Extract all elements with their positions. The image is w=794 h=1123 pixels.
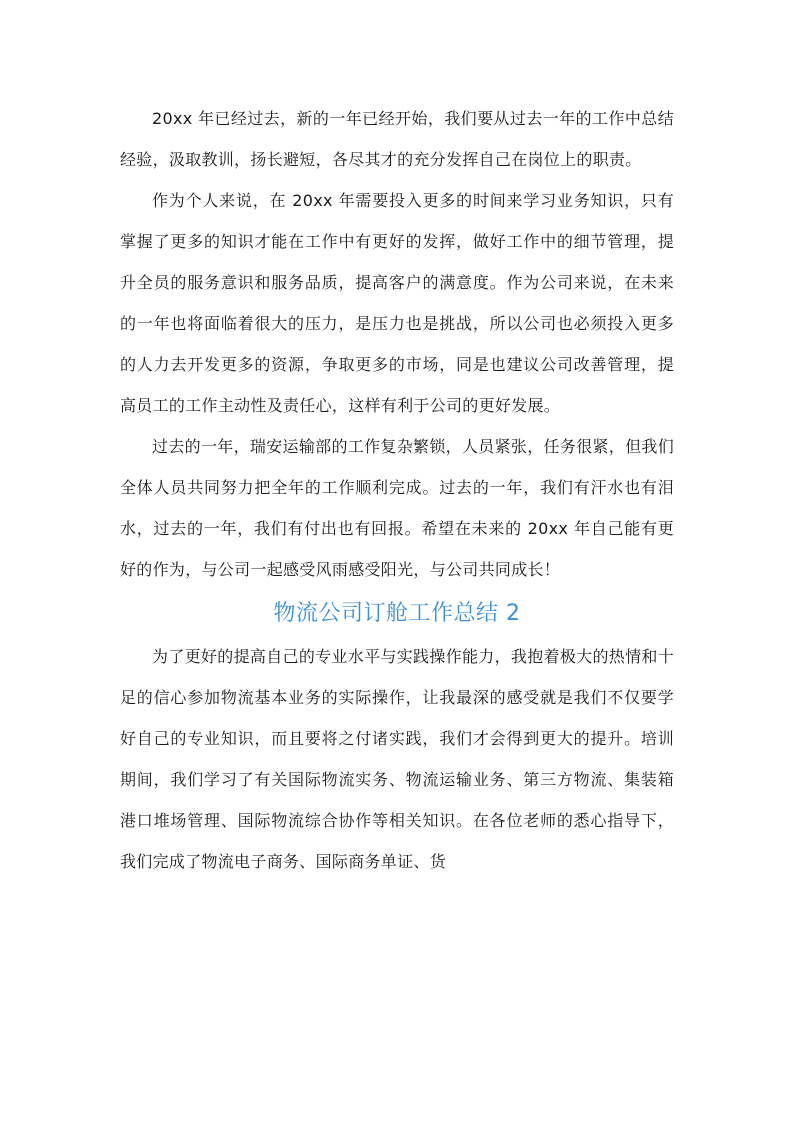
paragraph-3: 过去的一年，瑞安运输部的工作复杂繁锁，人员紧张，任务很紧，但我们全体人员共同努力把全年的工作顺利完成。过去的一年，我们有汗水也有泪水，过去的一年，我们有付出也有回报。希望在未来的 20xx 年自己能有更好的作为，与公司一起感受风雨感受阳光，与公司共同成长！ <box>120 437 674 579</box>
paragraph-4: 为了更好的提高自己的专业水平与实践操作能力，我抱着极大的热情和十足的信心参加物流基本业务的实际操作，让我最深的感受就是我们不仅要学好自己的专业知识，而且要将之付诸实践，我们才会得到更大的提升。培训期间，我们学习了有关国际物流实务、物流运输业务、第三方物流、集装箱港口堆场管理、国际物流综合协作等相关知识。在各位老师的悉心指导下，我们完成了物流电子商务、国际商务单证、货 <box>120 647 674 871</box>
document-body <box>120 98 674 882</box>
paragraph-1: 20xx 年已经过去，新的一年已经开始，我们要从过去一年的工作中总结经验，汲取教训，扬长避短，各尽其才的充分发挥自己在岗位上的职责。 <box>120 109 674 169</box>
section-heading: 物流公司订舱工作总结 2 <box>273 601 521 626</box>
paragraph-2: 作为个人来说，在 20xx 年需要投入更多的时间来学习业务知识，只有掌握了更多的知识才能在工作中有更好的发挥，做好工作中的细节管理，提升全员的服务意识和服务品质，提高客户的满意度。作为公司来说，在未来的一年也将面临着很大的压力，是压力也是挑战，所以公司也必须投入更多的人力去开发更多的资源，争取更多的市场，同是也建议公司改善管理，提高员工的工作主动性及责任心，这样有利于公司的更好发展。 <box>120 191 674 415</box>
